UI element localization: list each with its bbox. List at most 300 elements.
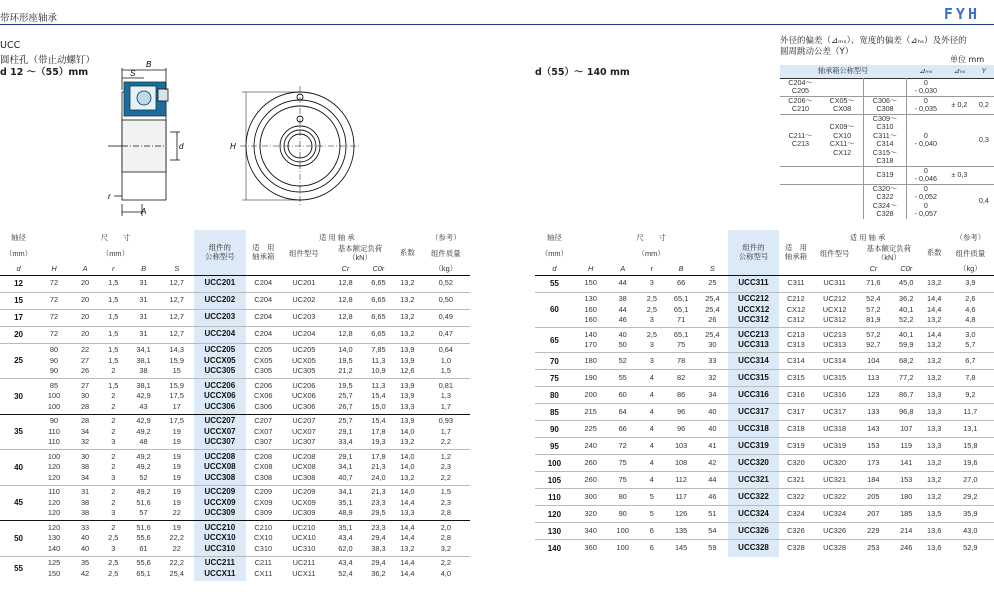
header-cell: （参考） [431,232,461,242]
load-C0r: 36,2 40,1 52,2 [891,292,922,328]
dim-H: 80 90 90 [37,343,71,379]
mass-kg: 35,9 [947,506,994,523]
unit-number: UCC311 [728,275,778,292]
dim-B: 112 [666,472,696,489]
dim-A: 100 [608,540,638,557]
dim-B: 66 [666,275,696,292]
dim-B: 86 [666,387,696,404]
tol-housing-b [821,166,864,184]
load-C0r: 17,8 21,3 24,0 [364,450,393,486]
label-H: H [230,142,236,151]
tol-head-col: ⊿ₕₛ [945,65,974,78]
bearing-number: UC315 [813,370,856,387]
factor-f0: 13,9 14,0 13,2 [393,414,422,450]
dim-B: 42,9 49,2 48 [127,414,159,450]
shaft-diameter: 20 [0,326,37,343]
tol-runout [974,166,994,184]
bearing-number: UC208 UCX08 UC308 [281,450,327,486]
dim-B: 82 [666,370,696,387]
dim-B: 117 [666,489,696,506]
dim-S: 32 [696,370,728,387]
group-row [535,328,994,353]
group-row [535,506,994,523]
sym-kg: （kg） [434,263,458,273]
tol-housing-c [864,78,906,96]
dim-S: 12,7 [160,275,194,292]
factor-f0: 13,9 13,9 12,6 [393,343,422,379]
bearing-number: UC328 [813,540,856,557]
dim-S: 42 [696,455,728,472]
bearing-number: UC207 UCX07 UC307 [281,414,327,450]
dim-B: 38,1 42,9 43 [127,379,159,415]
bearing-number: UC213 UC313 [813,328,856,353]
sym-Cr: Cr [341,263,350,273]
dim-r: 4 [638,387,666,404]
load-Cr: 25,7 29,1 33,4 [327,414,364,450]
sym-S: S [709,263,715,273]
header-row-group [535,230,994,244]
tolerance-note-1: 外径的偏差（⊿ₘₛ）、宽度的偏差（⊿ₕₛ）及外径的 [780,36,967,46]
dim-A: 75 [608,455,638,472]
tol-outer-deviation: 0 - 0,035 [906,96,945,114]
housing-number: C316 [779,387,814,404]
group-row [535,438,994,455]
dim-S: 25,4 25,4 26 [696,292,728,328]
housing-number: C318 [779,421,814,438]
unit-number: UCC210 UCCX10 UCC310 [194,521,246,557]
housing-number: C317 [779,404,814,421]
mass-header: 组件质量 [955,248,986,258]
mass-kg: 6,7 [947,353,994,370]
housing-number: C209 CX09 C309 [246,485,281,521]
factor-f0: 13,3 [922,387,947,404]
bearing-number: UC321 [813,472,856,489]
tol-housing-a [780,166,821,184]
dim-B: 96 [666,404,696,421]
dim-S: 19 22,2 22 [160,521,194,557]
dim-S: 17,5 19 19 [160,414,194,450]
shaft-diameter: 12 [0,275,37,292]
unit-number: UCC314 [728,353,778,370]
dim-A: 20 [71,275,99,292]
dim-S: 12,7 [160,326,194,343]
group-row [0,485,470,521]
dim-H: 72 [37,326,71,343]
dim-S: 12,7 [160,292,194,309]
unit-number: UCC212 UCCX12 UCC312 [728,292,778,328]
dim-r: 4 [638,472,666,489]
dim-H: 225 [574,421,608,438]
dim-H: 200 [574,387,608,404]
housing-number: C213 C313 [779,328,814,353]
mass-kg: 0,64 1,0 1,5 [422,343,470,379]
dim-H: 125 150 [37,556,71,581]
dim-S: 25,4 30 [696,328,728,353]
load-Cr: 12,8 [327,275,364,292]
tolerance-table [780,65,994,219]
label-S: S [130,69,136,78]
dim-H: 150 [574,275,608,292]
dim-S: 14,3 15,9 15 [160,343,194,379]
dim-A: 44 [608,275,638,292]
dim-B: 31 [127,309,159,326]
tol-housing-b [821,78,864,96]
header-cell: 尺 寸 [636,232,666,242]
shaft-header: 轴径 [11,232,26,242]
dim-S: 33 [696,353,728,370]
load-C0r: 185 [891,506,922,523]
shaft-unit: （mm） [540,248,568,258]
dim-r: 5 [638,489,666,506]
housing-number: C208 CX08 C308 [246,450,281,486]
group-row [535,292,994,328]
header-row-group [0,230,470,244]
sym-H: H [588,263,594,273]
dim-S: 59 [696,540,728,557]
tol-outer-deviation: 0 - 0,052 0 - 0,057 [906,184,945,219]
housing-number: C210 CX10 C310 [246,521,281,557]
factor-f0: 13,5 [922,506,947,523]
load-Cr: 104 [856,353,891,370]
load-C0r: 23,3 29,4 38,3 [364,521,393,557]
factor-f0: 13,2 [922,455,947,472]
shaft-diameter: 70 [535,353,574,370]
tol-housing-a: C211～ C213 [788,130,813,148]
dim-H: 215 [574,404,608,421]
dim-r: 1,5 [99,292,127,309]
shaft-diameter: 55 [0,556,37,581]
housing-number: C326 [779,523,814,540]
unit-number: UCC322 [728,489,778,506]
header-cell: （参考） [955,232,986,242]
load-C0r: 11,3 15,4 15,0 [364,379,393,415]
factor-f0: 13,2 [922,275,947,292]
dim-r: 2 2,5 3 [99,521,127,557]
sym-C0r: C0r [372,263,385,273]
load-C0r: 6,65 [364,326,393,343]
header-cell: 组件的 公称型号 [728,230,778,275]
dim-S: 46 [696,489,728,506]
dim-B: 103 [666,438,696,455]
dim-r: 1,5 [99,309,127,326]
shaft-diameter: 45 [0,485,37,521]
dim-r: 2 2 3 [99,414,127,450]
group-row [535,421,994,438]
sym-Cr: Cr [869,263,878,273]
tolerance-row [780,166,994,184]
dims-unit: （mm） [637,248,665,258]
group-row [0,414,470,450]
tol-housing-a: C204～ C205 [788,77,813,95]
housing-number: C315 [779,370,814,387]
dim-S: 54 [696,523,728,540]
dim-B: 135 [666,523,696,540]
bearing-number: UC203 [281,309,327,326]
bearing-number: UC205 UCX05 UC305 [281,343,327,379]
factor-f0: 14,4 14,4 [393,556,422,581]
group-row [0,326,470,343]
right-table-wrap [535,230,994,557]
factor-f0: 13,6 [922,540,947,557]
dim-A: 22 27 26 [71,343,99,379]
shaft-diameter: 55 [535,275,574,292]
mass-kg: 0,93 1,7 2,2 [422,414,470,450]
dim-r: 2 2 3 [99,450,127,486]
label-A: A [141,207,147,216]
mass-kg: 2,2 4,0 [422,556,470,581]
unit-number: UCC316 [728,387,778,404]
group-row [535,353,994,370]
unit-number: UCC202 [194,292,246,309]
group-row [535,387,994,404]
dim-B: 78 [666,353,696,370]
dim-H: 72 [37,309,71,326]
dim-A: 80 [608,489,638,506]
mass-kg: 0,50 [422,292,470,309]
shaft-diameter: 105 [535,472,574,489]
factor-f0: 13,2 [393,326,422,343]
dim-r: 5 [638,506,666,523]
dim-A: 75 [608,472,638,489]
bearing-number: UC318 [813,421,856,438]
load-C0r: 141 [891,455,922,472]
unit-number: UCC205 UCCX05 UCC305 [194,343,246,379]
series-subtitle: 圆柱孔（带止动螺钉） [0,55,96,66]
shaft-diameter: 95 [535,438,574,455]
mass-kg: 2,0 2,8 3,2 [422,521,470,557]
header-cell: 适 用 轴承箱 [252,243,275,262]
dim-H: 100 120 120 [37,450,71,486]
mass-kg: 1,5 2,3 2,8 [422,485,470,521]
dim-A: 90 [608,506,638,523]
load-C0r: 45,0 [891,275,922,292]
housing-header: 组件型号 [819,248,850,258]
shaft-diameter: 120 [535,506,574,523]
load-Cr: 207 [856,506,891,523]
header-cell [535,230,574,244]
sym-B: B [678,263,684,273]
bearing-number: UC206 UCX06 UC306 [281,379,327,415]
housing-number: C205 CX05 C305 [246,343,281,379]
sym-r: r [112,263,115,273]
load-Cr: 43,4 52,4 [327,556,364,581]
dim-A: 64 [608,404,638,421]
mass-kg: 27,0 [947,472,994,489]
housing-number: C204 [246,292,281,309]
mass-kg: 0,49 [422,309,470,326]
group-row [0,275,470,292]
factor-f0: 13,2 [922,472,947,489]
housing-number: C211 CX11 [246,556,281,581]
shaft-diameter: 100 [535,455,574,472]
header-rule [0,24,994,25]
housing-number: C204 [246,309,281,326]
tol-outer-deviation: 0 - 0,030 [906,78,945,96]
dim-H: 85 100 100 [37,379,71,415]
mass-kg: 1,2 2,3 2,2 [422,450,470,486]
load-Cr: 184 [856,472,891,489]
dim-B: 31 [127,275,159,292]
dim-H: 260 [574,455,608,472]
group-row [535,523,994,540]
dim-B: 51,6 55,6 61 [127,521,159,557]
dim-r: 2 2 3 [99,485,127,521]
shaft-diameter: 35 [0,414,37,450]
dim-A: 100 [608,523,638,540]
dim-A: 31 38 38 [71,485,99,521]
dim-A: 33 40 40 [71,521,99,557]
load-C0r: 119 [891,438,922,455]
dim-S: 44 [696,472,728,489]
load-C0r: 86,7 [891,387,922,404]
shaft-diameter: 75 [535,370,574,387]
sym-kg: （kg） [959,263,982,273]
tol-runout [974,78,994,96]
mass-kg: 2,6 4,6 4,8 [947,292,994,328]
unit-number: UCC324 [728,506,778,523]
header-cell: 系数 [926,247,942,257]
dim-r: 2,5 2,5 [99,556,127,581]
dim-H: 140 170 [574,328,608,353]
tol-housing-c: C319 [864,166,906,184]
group-row [535,472,994,489]
dim-H: 320 [574,506,608,523]
dim-H: 72 [37,292,71,309]
bearing-number: UC201 [281,275,327,292]
dim-H: 90 110 110 [37,414,71,450]
tolerance-note-2: 圆周跳动公差（Y） [780,47,854,57]
load-Cr: 205 [856,489,891,506]
factor-f0: 13,6 [922,523,947,540]
group-row [0,309,470,326]
shaft-diameter: 60 [535,292,574,328]
housing-number: C206 CX06 C306 [246,379,281,415]
dim-S: 15,9 17,5 17 [160,379,194,415]
load-Cr: 34,1 35,1 48,9 [327,485,364,521]
dim-r: 1,5 [99,275,127,292]
tol-width-deviation [945,114,974,166]
sym-S: S [174,263,180,273]
group-row [0,556,470,581]
dim-A: 38 44 46 [608,292,638,328]
load-Cr: 173 [856,455,891,472]
dim-B: 49,2 51,6 57 [127,485,159,521]
dim-r: 4 [638,455,666,472]
housing-number: C207 CX07 C307 [246,414,281,450]
dim-H: 180 [574,353,608,370]
dim-A: 28 34 32 [71,414,99,450]
group-row [0,343,470,379]
sym-B: B [141,263,146,273]
mass-kg: 3,0 5,7 [947,328,994,353]
unit-number: UCC318 [728,421,778,438]
dim-B: 55,6 65,1 [127,556,159,581]
dim-A: 60 [608,387,638,404]
unit-number: UCC206 UCCX06 UCC306 [194,379,246,415]
unit-number: UCC203 [194,309,246,326]
group-row [535,455,994,472]
tol-width-deviation: ± 0,2 [951,99,968,109]
mass-kg: 43,0 [947,523,994,540]
sym-blank [813,262,856,275]
mass-kg: 11,7 [947,404,994,421]
housing-number: C328 [779,540,814,557]
dim-r: 1,5 1,5 2 [99,343,127,379]
housing-number: C319 [779,438,814,455]
group-row [0,379,470,415]
dim-S: 34 [696,387,728,404]
tol-housing-c: C320～ C322 C324～ C328 [864,184,906,219]
housing-number: C324 [779,506,814,523]
tolerance-row [780,78,994,96]
load-C0r: 96,8 [891,404,922,421]
unit-number: UCC320 [728,455,778,472]
shaft-diameter: 110 [535,489,574,506]
group-row [0,292,470,309]
dim-A: 55 [608,370,638,387]
factor-f0: 13,3 [922,404,947,421]
unit-number: UCC204 [194,326,246,343]
shaft-diameter: 85 [535,404,574,421]
dim-A: 72 [608,438,638,455]
tol-housing-c: C306～ C308 [864,96,906,114]
dim-S: 12,7 [160,309,194,326]
tol-width-deviation [945,184,974,219]
header-cell [0,230,37,244]
header-cell: 适 用 轴 承 [318,232,355,242]
tolerance-row [780,96,994,114]
unit-number: UCC209 UCCX09 UCC309 [194,485,246,521]
label-r: r [108,192,111,201]
dim-r: 4 [638,421,666,438]
factor-f0: 14,4 14,4 13,2 [393,521,422,557]
dimension-table-left [0,230,470,581]
shaft-diameter: 50 [0,521,37,557]
dim-A: 30 38 34 [71,450,99,486]
bearing-number: UC210 UCX10 UC310 [281,521,327,557]
dim-S: 51 [696,506,728,523]
bore-range-right: d（55）～ 140 mm [535,67,630,78]
tol-housing-a: C206～ C210 [788,95,813,113]
header-cell: 适 用 轴 承 [849,232,886,242]
unit-number: UCC213 UCC313 [728,328,778,353]
shaft-diameter: 130 [535,523,574,540]
brand-logo: FYH [943,5,980,23]
mass-kg: 3,9 [947,275,994,292]
shaft-diameter: 30 [0,379,37,415]
dim-r: 3 [638,353,666,370]
mass-kg: 7,8 [947,370,994,387]
load-Cr: 133 [856,404,891,421]
group-row [535,370,994,387]
tol-outer-deviation: 0 - 0,040 [906,114,945,166]
dim-r: 2,5 3 [638,328,666,353]
dim-H: 72 [37,275,71,292]
load-C0r: 40,1 59,9 [891,328,922,353]
factor-f0: 13,2 [393,309,422,326]
load-Cr: 143 [856,421,891,438]
dim-H: 120 130 140 [37,521,71,557]
dim-H: 130 160 160 [574,292,608,328]
load-header: 基本额定负荷 （kN） [337,244,383,262]
load-Cr: 57,2 92,7 [856,328,891,353]
factor-f0: 13,2 [393,292,422,309]
dim-B: 34,1 38,1 38 [127,343,159,379]
housing-header: 组件型号 [289,248,319,258]
sym-d: d [16,263,21,273]
left-table-wrap [0,230,470,581]
header-cell: 系数 [399,247,415,257]
